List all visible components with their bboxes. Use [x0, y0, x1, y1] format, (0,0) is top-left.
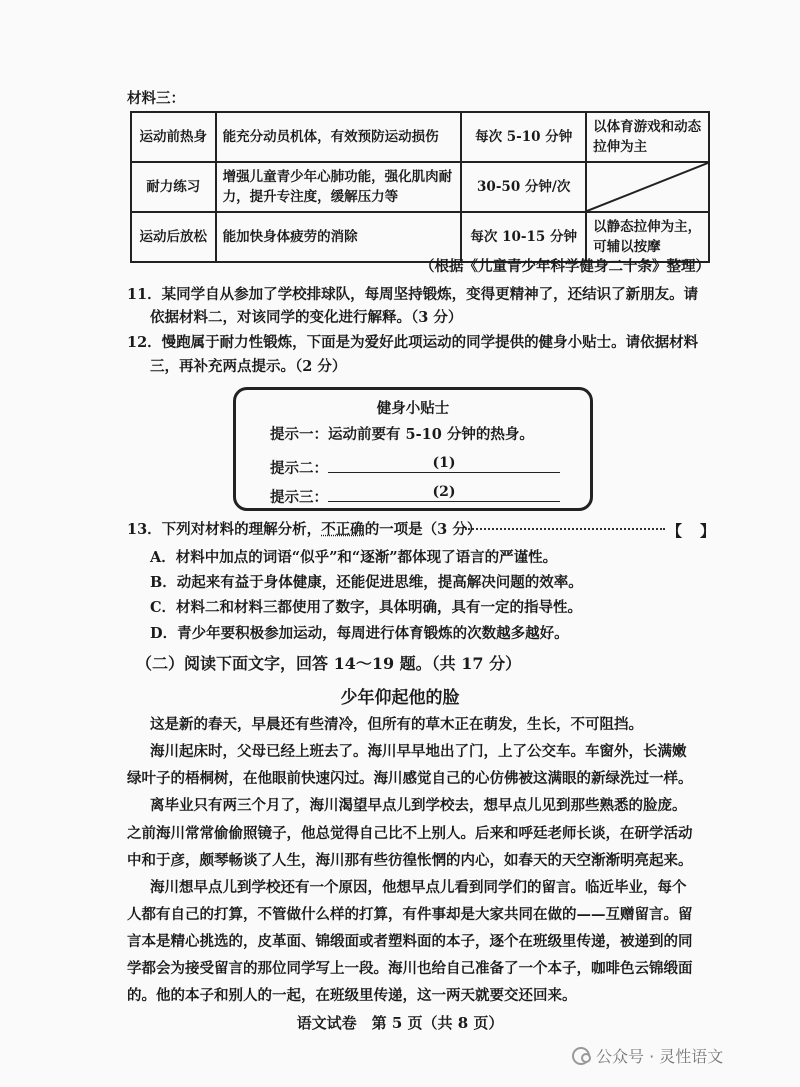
watermark-text: 公众号 · 灵性语文 — [596, 1047, 724, 1066]
answer-bracket-close: 】 — [700, 522, 716, 540]
wechat-icon — [572, 1047, 590, 1065]
material-label: 材料三： — [127, 90, 185, 107]
table-cell-duration: 每次 10-15 分钟 — [461, 212, 586, 262]
story-line: 言本是精心挑选的，皮革面、锦缎面或者塑料面的本子，逐个在班级里传递，被递到的同 — [127, 933, 693, 950]
q11-line2: 依据材料二，对该同学的变化进行解释。（3 分） — [150, 309, 463, 326]
table-cell-phase: 耐力练习 — [131, 162, 216, 212]
watermark — [572, 1044, 723, 1067]
table-source: （根据《儿童青少年科学健身二十条》整理） — [420, 258, 710, 275]
story-line: 绿叶子的梧桐树，在他眼前快速闪过。海川感觉自己的心仿佛被这满眼的新绿洗过一样。 — [127, 770, 693, 787]
q13-option-b: B．动起来有益于身体健康，还能促进思维，提高解决问题的效率。 — [150, 574, 583, 591]
tip-two-label: 提示二： — [270, 460, 328, 477]
table-row — [131, 162, 709, 212]
table-row — [131, 212, 709, 262]
table-cell-effect: 增强儿童青少年心肺功能，强化肌肉耐力，提升专注度，缓解压力等 — [216, 162, 462, 212]
table-cell-effect: 能加快身体疲劳的消除 — [216, 212, 462, 262]
tips-title: 健身小贴士 — [376, 400, 450, 417]
q11-line1: 11．某同学自从参加了学校排球队，每周坚持锻炼，变得更精神了，还结识了新朋友。请 — [127, 286, 699, 303]
dotted-leader — [465, 528, 665, 530]
tip-one: 提示一：运动前要有 5-10 分钟的热身。 — [270, 426, 534, 443]
q13-option-a: A．材料中加点的词语“似乎”和“逐渐”都体现了语言的严谨性。 — [150, 549, 558, 566]
table-cell-duration: 30-50 分钟/次 — [461, 162, 586, 212]
fitness-table — [130, 111, 710, 263]
table-cell-duration: 每次 5-10 分钟 — [461, 112, 586, 162]
q12-line1: 12．慢跑属于耐力性锻炼，下面是为爱好此项运动的同学提供的健身小贴士。请依据材料 — [127, 334, 699, 351]
story-line: 之前海川常常偷偷照镜子，他总觉得自己比不上别人。后来和呼廷老师长谈，在研学活动 — [127, 825, 693, 842]
table-cell-effect: 能充分动员机体，有效预防运动损伤 — [216, 112, 462, 162]
story-line: 离毕业只有两三个月了，海川渴望早点儿到学校去，想早点儿见到那些熟悉的脸庞。 — [150, 797, 687, 814]
table-row — [131, 112, 709, 162]
table-cell-phase: 运动前热身 — [131, 112, 216, 162]
tip-two — [270, 455, 560, 478]
table-cell-method: 以体育游戏和动态拉伸为主 — [586, 112, 709, 162]
tip-three-label: 提示三： — [270, 489, 328, 506]
tip-three — [270, 484, 560, 507]
answer-bracket-open: 【 — [667, 522, 683, 540]
q13-stem-part: 的一项是（3 分） — [364, 521, 482, 538]
table-cell-empty-diagonal — [586, 162, 709, 212]
story-line: 这是新的春天，早晨还有些清冷，但所有的草木正在萌发，生长，不可阻挡。 — [150, 716, 643, 733]
diagonal-line — [587, 163, 708, 211]
story-line: 海川起床时，父母已经上班去了。海川早早地出了门，上了公交车。车窗外，长满嫩 — [150, 743, 687, 760]
q13-stem-emphasis: 不正确 — [321, 521, 365, 538]
tips-box — [233, 387, 593, 511]
tip-three-blank[interactable] — [328, 484, 560, 502]
story-title: 少年仰起他的脸 — [340, 688, 460, 708]
table-cell-phase: 运动后放松 — [131, 212, 216, 262]
story-line: 的。他的本子和别人的一起，在班级里传递，这一两天就要交还回来。 — [127, 987, 577, 1004]
story-line: 中和于彦，颇琴畅谈了人生，海川那有些彷徨怅惘的内心，如春天的天空渐渐明亮起来。 — [127, 852, 693, 869]
story-line: 学都会为接受留言的那位同学写上一段。海川也给自己准备了一个本子，咖啡色云锦缎面 — [127, 960, 693, 977]
q13-option-d: D．青少年要积极参加运动，每周进行体育锻炼的次数越多越好。 — [150, 625, 569, 642]
q12-line2: 三，再补充两点提示。（2 分） — [150, 358, 347, 375]
story-line: 人都有自己的打算，不管做什么样的打算，有件事却是大家共同在做的——互赠留言。留 — [127, 906, 693, 923]
q13-option-c: C．材料二和材料三都使用了数字，具体明确，具有一定的指导性。 — [150, 599, 583, 616]
q13-stem-part: 13．下列对材料的理解分析， — [127, 521, 322, 538]
section2-heading: （二）阅读下面文字，回答 14～19 题。（共 17 分） — [136, 654, 522, 673]
blank-number: (2) — [432, 484, 456, 500]
blank-number: (1) — [432, 455, 456, 471]
page-footer: 语文试卷 第 5 页（共 8 页） — [296, 1014, 504, 1032]
story-line: 海川想早点儿到学校还有一个原因，他想早点儿看到同学们的留言。临近毕业，每个 — [150, 879, 687, 896]
table-cell-method: 以静态拉伸为主，可辅以按摩 — [586, 212, 709, 262]
q13-stem — [127, 521, 481, 539]
tip-two-blank[interactable] — [328, 455, 560, 473]
